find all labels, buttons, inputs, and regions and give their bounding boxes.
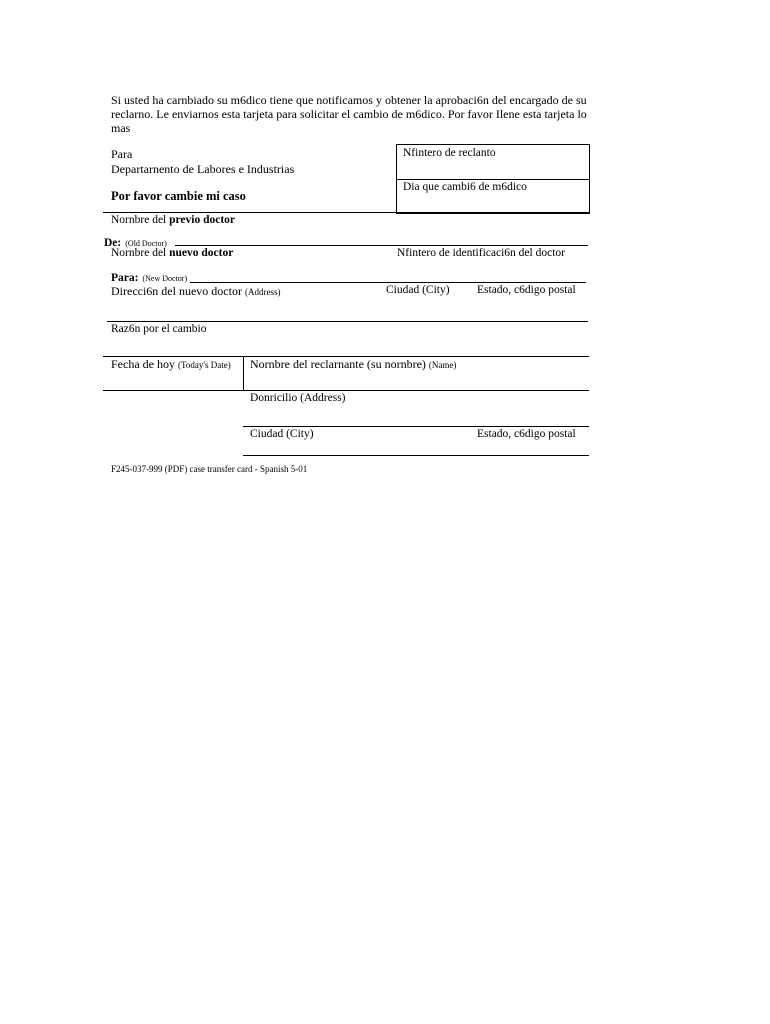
new-doctor-name-field[interactable] [195, 264, 585, 282]
claimant-divider [243, 356, 244, 391]
claimant-state-zip-label: Estado, c6digo postal [477, 428, 576, 440]
old-doctor-label: Nornbre del previo doctor [111, 214, 236, 226]
claim-number-field[interactable] [400, 160, 584, 176]
new-doctor-address-line [107, 321, 588, 322]
new-doctor-city-label: Ciudad (City) [386, 284, 450, 296]
old-doctor-line [175, 245, 588, 246]
claim-box-divider [396, 179, 589, 180]
claimant-city-line [243, 455, 589, 456]
form-id-footer: F245-037-999 (PDF) case transfer card - Spanish 5-01 [111, 464, 308, 474]
addressee-para-label: Para [111, 147, 133, 161]
old-doctor-name-field[interactable] [180, 228, 588, 244]
claimant-address-field[interactable] [248, 407, 586, 425]
claimant-name-line [103, 390, 589, 391]
today-date-field[interactable] [107, 372, 240, 389]
change-date-field[interactable] [400, 194, 584, 210]
intro-line-1: Si usted ha carnbiado su m6dico tiene que notificamos y obtener la aprobaci6n del encargado de su [111, 93, 587, 107]
intro-line-3: mas [111, 121, 131, 135]
new-doctor-state-zip-label: Estado, c6digo postal [477, 284, 576, 296]
intro-paragraph [111, 93, 591, 135]
claimant-name-field[interactable] [248, 372, 586, 389]
addressee-department: Departarnento de Labores e Industrias [111, 162, 295, 176]
to-label: Para: (New Doctor) [111, 272, 188, 284]
addressee-bottom-line [103, 212, 589, 213]
doctor-id-label: Nfintero de identificaci6n del doctor [397, 247, 565, 259]
claimant-address-line [243, 426, 589, 427]
from-label: De: (Old Doctor) [104, 237, 167, 249]
claimant-city-field[interactable] [248, 442, 586, 454]
claimant-address-label: Donricilio (Address) [250, 392, 346, 404]
new-doctor-address-label: Direcci6n del nuevo doctor (Address) [111, 284, 281, 298]
intro-line-2: reclarno. Le enviarnos esta tarjeta para solicitar el cambio de m6dico. Por favor Ilene esta tarjeta lo [111, 107, 587, 121]
today-date-label: Fecha de hoy (Today's Date) [111, 357, 231, 371]
new-doctor-address-field[interactable] [111, 300, 587, 320]
claimant-city-label: Ciudad (City) [250, 428, 314, 440]
claim-number-label: Nfintero de reclanto [403, 147, 496, 159]
reason-field[interactable] [111, 338, 587, 354]
change-case-heading: Por favor cambie mi caso [111, 189, 246, 203]
new-doctor-line [190, 282, 586, 283]
change-date-label: Dia que cambi6 de m6dico [403, 181, 527, 193]
reason-label: Raz6n por el cambio [111, 323, 207, 335]
new-doctor-label: Nornbre del nuevo doctor [111, 247, 234, 259]
claimant-name-label: Nornbre del reclarnante (su nornbre) (Name) [250, 357, 457, 371]
